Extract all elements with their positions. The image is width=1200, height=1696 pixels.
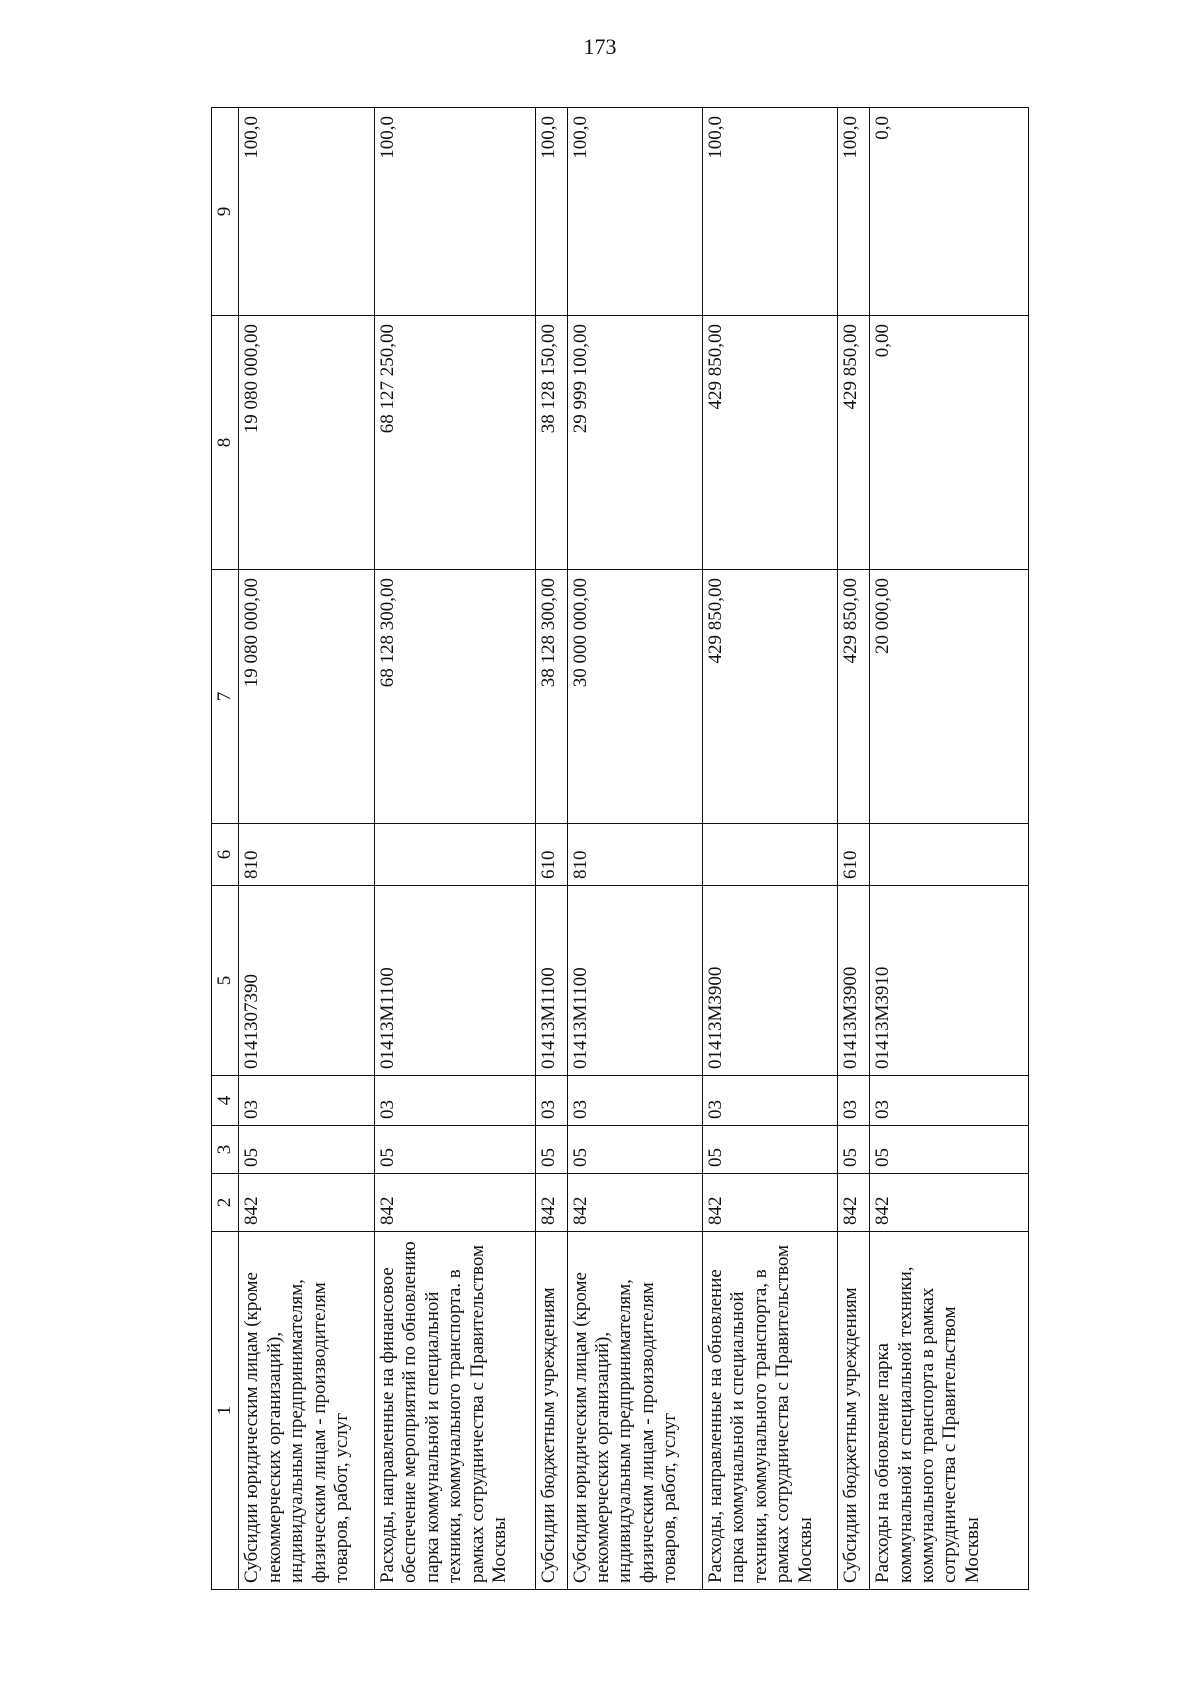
cell-col2: 842 (374, 1174, 535, 1232)
page-number: 173 (583, 34, 617, 59)
row-name: Субсидии юридическим лицам (кроме некоммерческих организаций), индивидуальным предпринимателям, физическим лицам - производителям товаров, работ, услуг (239, 1232, 374, 1590)
table-row (567, 108, 702, 1590)
table-row (374, 108, 535, 1590)
header-cell: 3 (212, 1126, 239, 1174)
cell-col2: 842 (702, 1174, 837, 1232)
header-cell: 5 (212, 886, 239, 1076)
cell-col3: 05 (838, 1126, 870, 1174)
header-cell: 6 (212, 824, 239, 886)
cell-col9: 100,0 (535, 108, 567, 316)
cell-col4: 03 (239, 1076, 374, 1126)
header-cell: 8 (212, 316, 239, 570)
header-cell: 2 (212, 1174, 239, 1232)
cell-col2: 842 (838, 1174, 870, 1232)
rotated-table-container (211, 108, 1029, 1590)
cell-col3: 05 (870, 1126, 1029, 1174)
cell-col4: 03 (838, 1076, 870, 1126)
cell-col4: 03 (374, 1076, 535, 1126)
cell-col2: 842 (535, 1174, 567, 1232)
row-name: Расходы, направленные на обновление парка коммунальной и специальной техники, коммунального транспорта, в рамках сотрудничества с Правительством Москвы (702, 1232, 837, 1590)
cell-col8: 429 850,00 (702, 316, 837, 570)
cell-col5: 01413М1100 (535, 886, 567, 1076)
cell-col8: 429 850,00 (838, 316, 870, 570)
cell-col2: 842 (567, 1174, 702, 1232)
row-name: Субсидии бюджетным учреждениям (838, 1232, 870, 1590)
row-name: Расходы, направленные на финансовое обеспечение мероприятий по обновлению парка коммунальной и специальной техники, коммунального транспорта. в рамках сотрудничества с Правительством Москвы (374, 1232, 535, 1590)
cell-col3: 05 (567, 1126, 702, 1174)
cell-col7: 68 128 300,00 (374, 570, 535, 824)
cell-col4: 03 (567, 1076, 702, 1126)
cell-col4: 03 (870, 1076, 1029, 1126)
cell-col4: 03 (535, 1076, 567, 1126)
header-cell: 7 (212, 570, 239, 824)
cell-col9: 100,0 (567, 108, 702, 316)
cell-col6: 810 (567, 824, 702, 886)
cell-col8: 38 128 150,00 (535, 316, 567, 570)
row-name: Расходы на обновление парка коммунальной и специальной техники, коммунального транспорта в рамках сотрудничества с Правительством Москвы (870, 1232, 1029, 1590)
cell-col6: 810 (239, 824, 374, 886)
cell-col6 (702, 824, 837, 886)
cell-col9: 100,0 (702, 108, 837, 316)
cell-col5: 0141307390 (239, 886, 374, 1076)
cell-col7: 30 000 000,00 (567, 570, 702, 824)
cell-col7: 429 850,00 (702, 570, 837, 824)
cell-col5: 01413М1100 (567, 886, 702, 1076)
cell-col9: 0,0 (870, 108, 1029, 316)
row-name: Субсидии бюджетным учреждениям (535, 1232, 567, 1590)
table-row (838, 108, 870, 1590)
cell-col7: 20 000,00 (870, 570, 1029, 824)
table-row (870, 108, 1029, 1590)
header-cell: 9 (212, 108, 239, 316)
cell-col6: 610 (535, 824, 567, 886)
cell-col8: 19 080 000,00 (239, 316, 374, 570)
cell-col6 (374, 824, 535, 886)
header-cell: 1 (212, 1232, 239, 1590)
cell-col3: 05 (702, 1126, 837, 1174)
table-row (702, 108, 837, 1590)
cell-col5: 01413М3900 (702, 886, 837, 1076)
cell-col8: 29 999 100,00 (567, 316, 702, 570)
cell-col4: 03 (702, 1076, 837, 1126)
cell-col3: 05 (239, 1126, 374, 1174)
cell-col5: 01413М3910 (870, 886, 1029, 1076)
cell-col7: 19 080 000,00 (239, 570, 374, 824)
table-header-row (212, 108, 239, 1590)
cell-col2: 842 (239, 1174, 374, 1232)
cell-col3: 05 (374, 1126, 535, 1174)
table-row (535, 108, 567, 1590)
cell-col9: 100,0 (838, 108, 870, 316)
cell-col9: 100,0 (374, 108, 535, 316)
budget-table (211, 107, 1029, 1590)
cell-col5: 01413М1100 (374, 886, 535, 1076)
cell-col6 (870, 824, 1029, 886)
cell-col5: 01413М3900 (838, 886, 870, 1076)
table-row (239, 108, 374, 1590)
cell-col8: 0,00 (870, 316, 1029, 570)
cell-col9: 100,0 (239, 108, 374, 316)
cell-col3: 05 (535, 1126, 567, 1174)
cell-col6: 610 (838, 824, 870, 886)
cell-col2: 842 (870, 1174, 1029, 1232)
cell-col7: 429 850,00 (838, 570, 870, 824)
row-name: Субсидии юридическим лицам (кроме некоммерческих организаций), индивидуальным предпринимателям, физическим лицам - производителям товаров, работ, услуг (567, 1232, 702, 1590)
cell-col8: 68 127 250,00 (374, 316, 535, 570)
header-cell: 4 (212, 1076, 239, 1126)
cell-col7: 38 128 300,00 (535, 570, 567, 824)
